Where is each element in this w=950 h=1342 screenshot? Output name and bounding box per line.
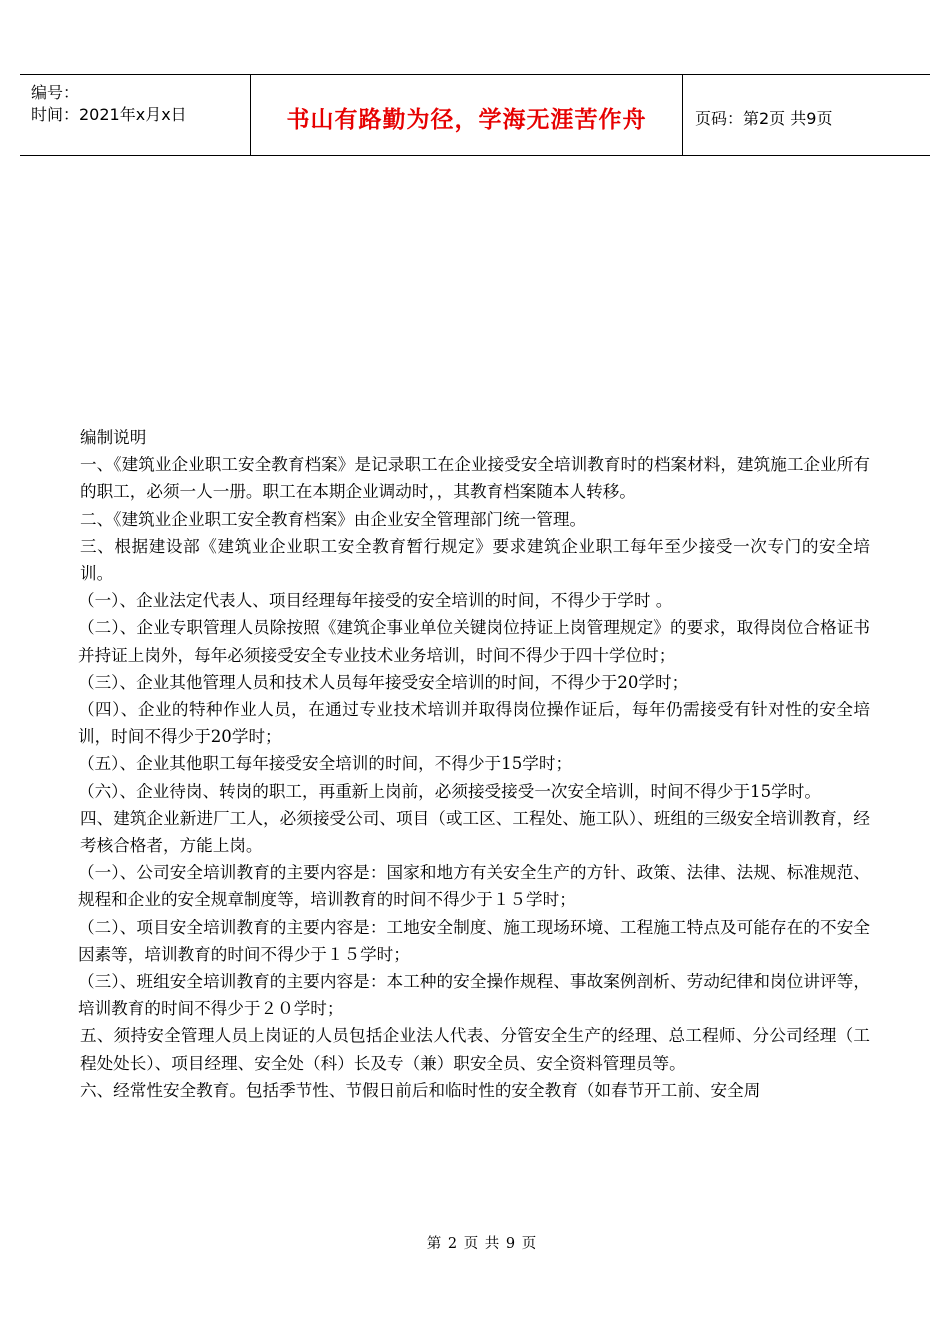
paragraph: 四、建筑企业新进厂工人，必须接受公司、项目（或工区、工程处、施工队）、班组的三级安全培训教育，经考核合格者，方能上岗。 <box>80 808 870 856</box>
page-header <box>20 74 930 156</box>
header-page-code: 页码：第2页 共9页 <box>695 108 833 128</box>
paragraph: 二、《建筑业企业职工安全教育档案》由企业安全管理部门统一管理。 <box>80 509 587 529</box>
paragraph: （二）、企业专职管理人员除按照《建筑企事业单位关键岗位持证上岗管理规定》的要求，取得岗位合格证书并持证上岗外，每年必须接受安全专业技术业务培训，时间不得少于四十学位时； <box>78 618 870 665</box>
paragraph: （三）、企业其他管理人员和技术人员每年接受安全培训的时间，不得少于20学时； <box>78 672 689 692</box>
paragraph: 一、《建筑业企业职工安全教育档案》是记录职工在企业接受安全培训教育时的档案材料，建筑施工企业所有的职工，必须一人一册。职工在本期企业调动时，，其教育档案随本人转移。 <box>80 455 870 502</box>
paragraph: 六、经常性安全教育。包括季节性、节假日前后和临时性的安全教育（如春节开工前、安全周 <box>80 1080 761 1100</box>
header-meta <box>20 75 251 155</box>
paragraph: （二）、项目安全培训教育的主要内容是：工地安全制度、施工现场环境、工程施工特点及可能存在的不安全因素等，培训教育的时间不得少于１５学时； <box>78 917 870 964</box>
document-title: 编制说明 <box>80 428 147 447</box>
document-body <box>80 424 870 1104</box>
paragraph: （三）、班组安全培训教育的主要内容是：本工种的安全操作规程、事故案例剖析、劳动纪律和岗位讲评等，培训教育的时间不得少于２０学时； <box>78 972 870 1019</box>
paragraph: （一）、公司安全培训教育的主要内容是：国家和地方有关安全生产的方针、政策、法律、法规、标准规范、规程和企业的安全规章制度等，培训教育的时间不得少于１５学时； <box>78 863 870 910</box>
document-time-label: 时间：2021年x月x日 <box>31 105 187 124</box>
document-number-label: 编号： <box>31 83 80 102</box>
paragraph: （五）、企业其他职工每年接受安全培训的时间，不得少于15学时； <box>78 754 573 774</box>
paragraph: （四）、企业的特种作业人员，在通过专业技术培训并取得岗位操作证后，每年仍需接受有针对性的安全培训，时间不得少于20学时； <box>78 700 870 747</box>
paragraph: 五、须持安全管理人员上岗证的人员包括企业法人代表、分管安全生产的经理、总工程师、分公司经理（工程处处长）、项目经理、安全处（科）长及专（兼）职安全员、安全资料管理员等。 <box>80 1026 870 1073</box>
header-motto: 书山有路勤为径，学海无涯苦作舟 <box>251 75 683 155</box>
page-footer: 第 2 页 共 9 页 <box>426 1236 538 1252</box>
paragraph: （一）、企业法定代表人、项目经理每年接受的安全培训的时间，不得少于学时 。 <box>78 591 673 611</box>
paragraph: 三、根据建设部《建筑业企业职工安全教育暂行规定》要求建筑企业职工每年至少接受一次专门的安全培训。 <box>80 536 870 584</box>
paragraph: （六）、企业待岗、转岗的职工，再重新上岗前，必须接受接受一次安全培训，时间不得少于15学时。 <box>78 781 821 801</box>
